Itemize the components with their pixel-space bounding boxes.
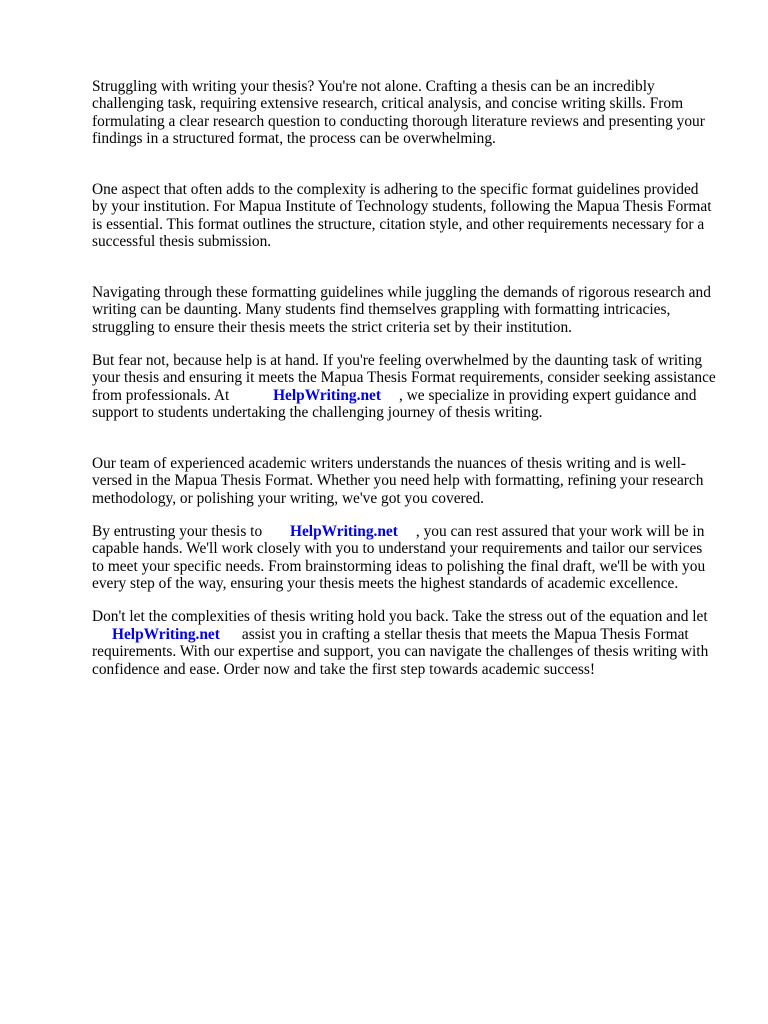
paragraph-text-before-link: By entrusting your thesis to [92,522,266,540]
document-page [92,60,724,694]
paragraph-7 [92,608,724,678]
helpwriting-link[interactable]: HelpWriting.net [273,386,381,404]
paragraph-text-after-link: , we specialize in providing expert guidance and support to students undertaking the challenging journey of thesis writing. [92,386,697,421]
helpwriting-link[interactable]: HelpWriting.net [290,522,398,540]
helpwriting-link[interactable]: HelpWriting.net [112,625,220,643]
paragraph-text-after-link: , you can rest assured that your work will be in capable hands. We'll work closely with you to understand your requirements and tailor our services to meet your specific needs. From brainstorming ideas to polishing the final draft, we'll be with you every step of the way, ensuring your thesis meets the highest standards of academic excellence. [92,522,706,592]
paragraph-text: One aspect that often adds to the complexity is adhering to the specific format guidelines provided by your institution. For Mapua Institute of Technology students, following the Mapua Thesis Format is essential. This format outlines the structure, citation style, and other requirements necessary for a successful thesis submission. [92,180,712,250]
paragraph-text: Struggling with writing your thesis? You're not alone. Crafting a thesis can be an incredibly challenging task, requiring extensive research, critical analysis, and concise writing skills. From formulating a clear research question to conducting thorough literature reviews and presenting your findings in a structured format, the process can be overwhelming. [92,77,705,147]
paragraph-4 [92,352,724,422]
paragraph-text-after-link: assist you in crafting a stellar thesis that meets the Mapua Thesis Format requirements. With our expertise and support, you can navigate the challenges of thesis writing with confidence and ease. Order now and take the first step towards academic success! [92,625,709,678]
paragraph-5 [92,437,724,507]
paragraph-2 [92,163,724,251]
paragraph-text-before-link: Don't let the complexities of thesis writing hold you back. Take the stress out of the equation and let [92,608,708,625]
paragraph-text: Our team of experienced academic writers understands the nuances of thesis writing and is well- versed in the Mapua Thesis Format. Whether you need help with formatting, refining your research methodology, or polishing your writing, we've got you covered. [92,454,704,507]
paragraph-1 [92,60,724,148]
paragraph-text-before-link: But fear not, because help is at hand. If you're feeling overwhelmed by the daunting task of writing your thesis and ensuring it meets the Mapua Thesis Format requirements, consider seeking assistance from professionals. At [92,351,716,404]
paragraph-3 [92,266,724,336]
paragraph-text: Navigating through these formatting guidelines while juggling the demands of rigorous research and writing can be daunting. Many students find themselves grappling with formatting intricacies, struggling to ensure their thesis meets the strict criteria set by their institution. [92,283,711,336]
paragraph-6 [92,523,724,593]
